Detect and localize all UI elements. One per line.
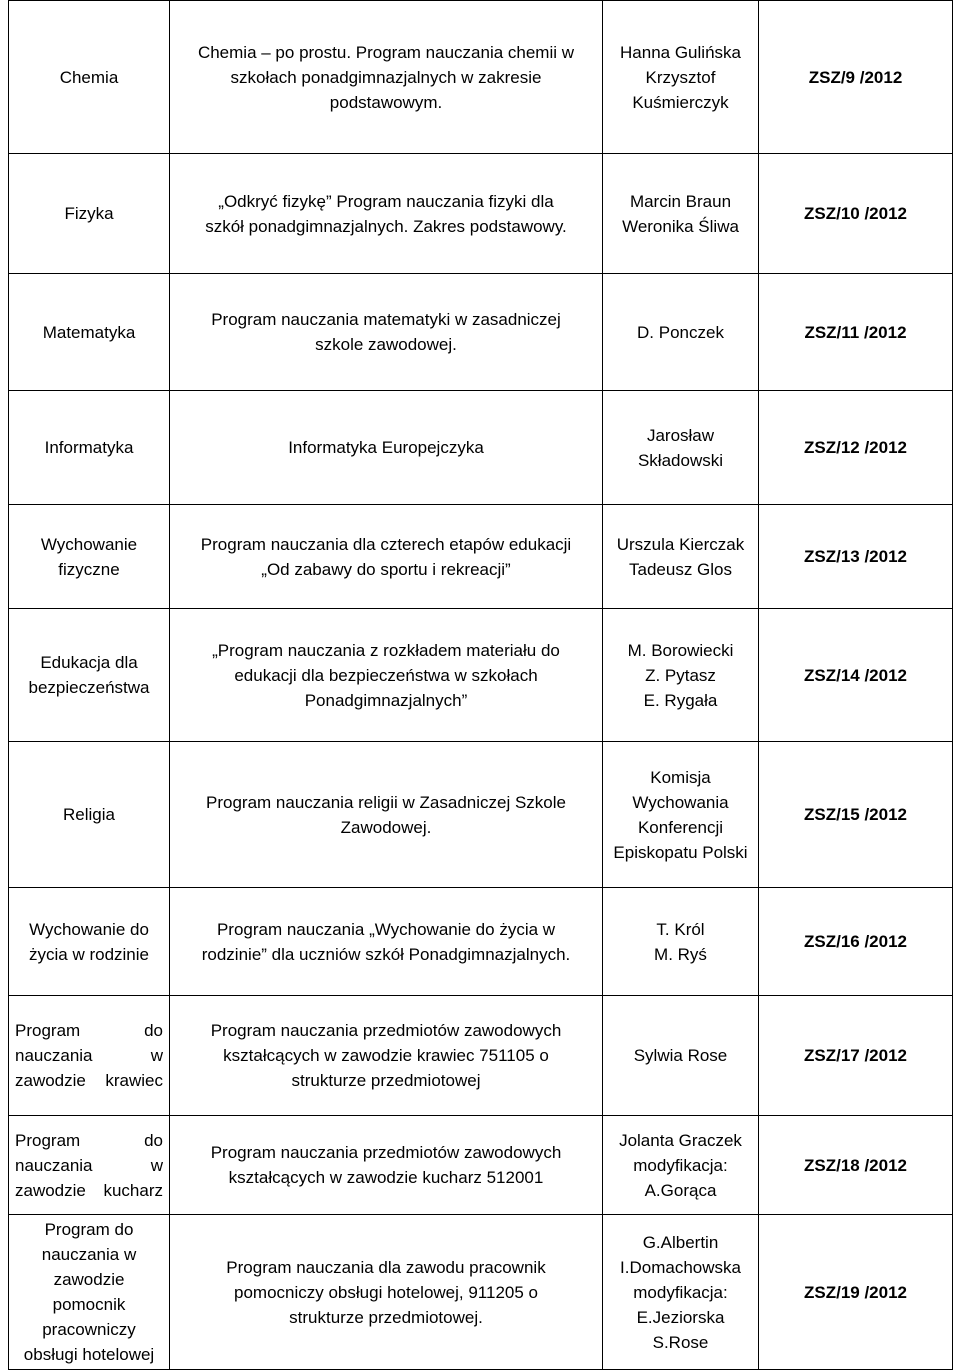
code-cell: ZSZ/18 /2012 [759,1116,953,1215]
table-row [9,505,953,609]
subject-cell: Program do nauczania w zawodzie kucharz [9,1116,170,1215]
code-cell: ZSZ/9 /2012 [759,1,953,154]
code-cell: ZSZ/11 /2012 [759,274,953,391]
authors-cell: Sylwia Rose [603,996,759,1116]
authors-cell: D. Ponczek [603,274,759,391]
code-cell: ZSZ/17 /2012 [759,996,953,1116]
program-cell: Program nauczania „Wychowanie do życia w rodzinie” dla uczniów szkół Ponadgimnazjalnych. [170,888,603,996]
authors-cell: Marcin Braun Weronika Śliwa [603,154,759,274]
subject-cell: Edukacja dla bezpieczeństwa [9,609,170,742]
table-row [9,609,953,742]
authors-cell: Komisja Wychowania Konferencji Episkopatu Polski [603,742,759,888]
program-cell: „Program nauczania z rozkładem materiału do edukacji dla bezpieczeństwa w szkołach Ponadgimnazjalnych” [170,609,603,742]
program-cell: Program nauczania religii w Zasadniczej Szkole Zawodowej. [170,742,603,888]
code-cell: ZSZ/10 /2012 [759,154,953,274]
program-cell: Program nauczania dla zawodu pracownik pomocniczy obsługi hotelowej, 911205 o strukturze przedmiotowej. [170,1215,603,1370]
programs-table-body [9,1,953,1370]
code-cell: ZSZ/14 /2012 [759,609,953,742]
subject-cell: Chemia [9,1,170,154]
authors-cell: M. Borowiecki Z. Pytasz E. Rygała [603,609,759,742]
subject-cell: Religia [9,742,170,888]
authors-cell: Urszula Kierczak Tadeusz Glos [603,505,759,609]
table-row [9,154,953,274]
program-cell: „Odkryć fizykę” Program nauczania fizyki dla szkół ponadgimnazjalnych. Zakres podstawowy. [170,154,603,274]
code-cell: ZSZ/19 /2012 [759,1215,953,1370]
subject-cell: Fizyka [9,154,170,274]
authors-cell: Hanna Gulińska Krzysztof Kuśmierczyk [603,1,759,154]
subject-cell: Program do nauczania w zawodzie krawiec [9,996,170,1116]
table-row [9,1,953,154]
subject-cell: Wychowanie fizyczne [9,505,170,609]
code-cell: ZSZ/13 /2012 [759,505,953,609]
authors-cell: Jolanta Graczek modyfikacja: A.Gorąca [603,1116,759,1215]
program-cell: Program nauczania dla czterech etapów edukacji „Od zabawy do sportu i rekreacji” [170,505,603,609]
programs-table-container [8,0,952,1370]
table-row [9,888,953,996]
code-cell: ZSZ/12 /2012 [759,391,953,505]
table-row [9,742,953,888]
authors-cell: T. Król M. Ryś [603,888,759,996]
table-row [9,996,953,1116]
subject-cell: Program do nauczania w zawodzie pomocnik pracowniczy obsługi hotelowej [9,1215,170,1370]
table-row [9,391,953,505]
program-cell: Program nauczania przedmiotów zawodowych kształcących w zawodzie kucharz 512001 [170,1116,603,1215]
table-row [9,1215,953,1370]
authors-cell: Jarosław Składowski [603,391,759,505]
program-cell: Chemia – po prostu. Program nauczania chemii w szkołach ponadgimnazjalnych w zakresie podstawowym. [170,1,603,154]
table-row [9,274,953,391]
program-cell: Program nauczania przedmiotów zawodowych kształcących w zawodzie krawiec 751105 o strukturze przedmiotowej [170,996,603,1116]
authors-cell: G.Albertin I.Domachowska modyfikacja: E.Jeziorska S.Rose [603,1215,759,1370]
code-cell: ZSZ/16 /2012 [759,888,953,996]
code-cell: ZSZ/15 /2012 [759,742,953,888]
program-cell: Informatyka Europejczyka [170,391,603,505]
programs-table [8,0,953,1370]
program-cell: Program nauczania matematyki w zasadniczej szkole zawodowej. [170,274,603,391]
subject-cell: Wychowanie do życia w rodzinie [9,888,170,996]
subject-cell: Matematyka [9,274,170,391]
table-row [9,1116,953,1215]
subject-cell: Informatyka [9,391,170,505]
